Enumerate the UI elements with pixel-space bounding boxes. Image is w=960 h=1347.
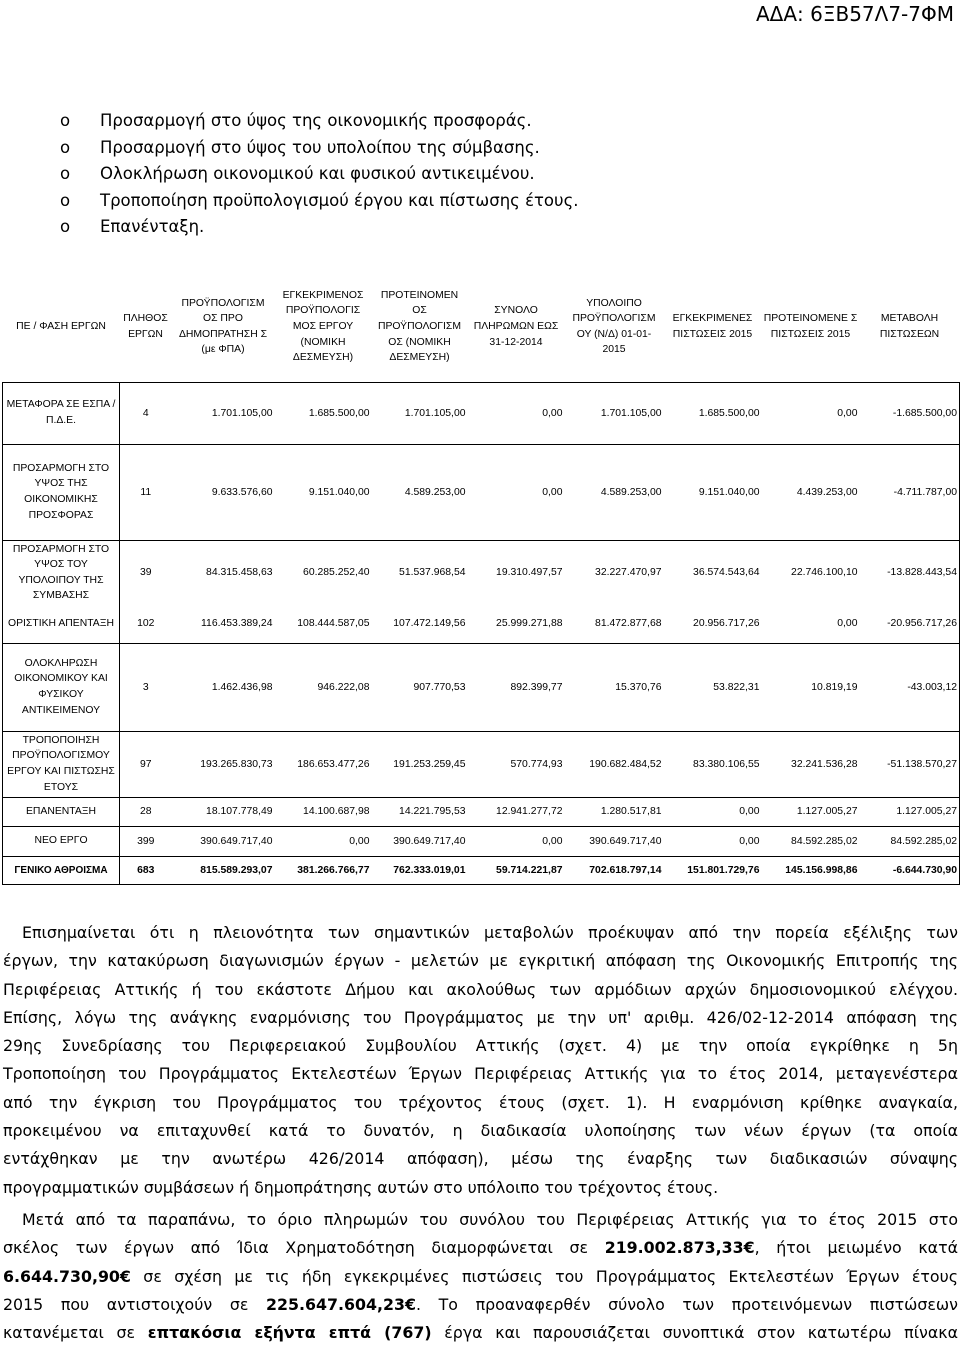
credits-table — [2, 272, 960, 885]
bullet-marker: o — [60, 111, 71, 130]
amount-cell: 32.227.470,97 — [565, 540, 664, 605]
column-header: ΣΥΝΟΛΟ ΠΛΗΡΩΜΩΝ ΕΩΣ 31-12-2014 — [473, 305, 559, 348]
amount-cell: 14.221.795,53 — [372, 797, 468, 826]
amount-cell: 1.685.500,00 — [275, 382, 372, 444]
column-header: ΠΕ / ΦΑΣΗ ΕΡΓΩΝ — [16, 320, 106, 332]
table-row — [3, 643, 960, 731]
amount-cell: 815.589.293,07 — [172, 856, 275, 884]
amount-cell: -13.828.443,54 — [860, 540, 960, 605]
amount-cell: 193.265.830,73 — [172, 731, 275, 797]
amount-cell: 9.151.040,00 — [664, 444, 762, 540]
column-header: ΜΕΤΑΒΟΛΗ ΠΙΣΤΩΣΕΩΝ — [879, 313, 940, 340]
row-label: ΕΠΑΝΕΝΤΑΞΗ — [3, 797, 120, 826]
amount-cell: 907.770,53 — [372, 643, 468, 731]
paragraph-changes: Επισημαίνεται ότι η πλειονότητα των σημαντικών μεταβολών προέκυψαν από την πορεία εξέλιξης των έργων, την κατακύρωση διαγωνισμών έργων - μελετών με εγκριτική απόφαση της Οικονομικής Επιτροπής της Περιφέρειας Αττικής ή του εκάστοτε Δήμου και ακολούθως των αρμόδιων αρχών δημοσιονομικού ελέγχου. Επίσης, λόγω της ανάγκης εναρμόνισης του Προγράμματος με την υπ' αριθμ. 426/02-12-2014 απόφαση της 29ης Συνεδρίασης του Περιφερειακού Συμβουλίου Αττικής (σχετ. 4) με την οποία εγκρίθηκε η 5η Τροποποίηση του Προγράμματος Εκτελεστέων Έργων Περιφέρειας Αττικής για το έτος 2014, μεταγενέστερα από την έγκριση του Προγράμματος του τρέχοντος έτους (σχετ. 1). Η εναρμόνιση κρίθηκε αναγκαία, προκειμένου να επιταχυνθεί κατά το δυνατόν, η διαδικασία υλοποίησης των νέων έργων (τα οποία εντάχθηκαν με την ανωτέρω 426/2014 απόφαση), μέσω της έναρξης των διαδικασιών σύναψης προγραμματικών συμβάσεων ή δημοπράτησης αυτών στο υπόλοιπο του τρέχοντος έτους. — [3, 923, 958, 1197]
list-item: o Προσαρμογή στο ύψος της οικονομικής προσφοράς. — [60, 108, 579, 135]
amount-cell: 0,00 — [275, 826, 372, 856]
amount-cell: 390.649.717,40 — [372, 826, 468, 856]
amount-cell: 570.774,93 — [468, 731, 565, 797]
amount-cell: 84.592.285,02 — [860, 826, 960, 856]
bullet-marker: o — [60, 217, 71, 236]
project-count: επτακόσια εξήντα επτά (767) — [147, 1323, 432, 1343]
amount-cell: 10.819,19 — [762, 643, 860, 731]
amount-cell: 186.653.477,26 — [275, 731, 372, 797]
amount-cell: 1.701.105,00 — [565, 382, 664, 444]
amount-cell: 0,00 — [837, 618, 858, 630]
column-header: ΠΛΗΘΟΣ ΕΡΓΩΝ — [123, 313, 168, 340]
amount-cell: 1.685.500,00 — [664, 382, 762, 444]
list-item: o Προσαρμογή στο ύψος του υπολοίπου της σύμβασης. — [60, 135, 579, 162]
row-label: ΝΕΟ ΕΡΓΟ — [3, 826, 120, 856]
row-label: ΟΡΙΣΤΙΚΗ ΑΠΕΝΤΑΞΗ — [3, 605, 120, 643]
amount-cell: -6.644.730,90 — [860, 856, 960, 884]
amount-cell: 1.462.436,98 — [172, 643, 275, 731]
project-count-cell: 683 — [120, 856, 172, 884]
amount-cell: 0,00 — [762, 382, 860, 444]
column-header: ΠΡΟΫΠΟΛΟΓΙΣΜ ΟΣ ΠΡΟ ΔΗΜΟΠΡΑΤΗΣΗ Σ (με ΦΠΑ) — [178, 297, 268, 356]
amount-cell: 892.399,77 — [468, 643, 565, 731]
amount-cell: 762.333.019,01 — [372, 856, 468, 884]
amount-cell: 22.746.100,10 — [762, 540, 860, 605]
column-header: ΠΡΟΤΕΙΝΟΜΕΝΕ Σ ΠΙΣΤΩΣΕΙΣ 2015 — [763, 313, 858, 340]
row-label: ΤΡΟΠΟΠΟΙΗΣΗ ΠΡΟΫΠΟΛΟΓΙΣΜΟΥ ΕΡΓΟΥ ΚΑΙ ΠΙΣΤΩΣΗΣ ΕΤΟΥΣ — [3, 731, 120, 797]
bullet-list — [60, 108, 579, 241]
table-row — [3, 797, 960, 826]
project-count-cell: 399 — [120, 826, 172, 856]
amount-cell: 0,00 — [468, 444, 565, 540]
project-count-cell: 39 — [120, 540, 172, 605]
column-header: ΕΓΚΕΚΡΙΜΕΝΟΣ ΠΡΟΫΠΟΛΟΓΙΣ ΜΟΣ ΕΡΓΟΥ (ΝΟΜΙΚΗ ΔΕΣΜΕΥΣΗ) — [282, 289, 364, 364]
paragraph-payment-limit: Μετά από τα παραπάνω, το όριο πληρωμών του συνόλου του Περιφέρειας Αττικής για το έτος 2015 στο σκέλος των έργων από Ίδια Χρηματοδότηση διαμορφώνεται σε 219.002.873,33€, ήτοι μειωμένο κατά 6.644.730,90€ σε σχέση με τις ήδη εγκεκριμένες πιστώσεις του Προγράμματος Εκτελεστέων Έργων έτους 2015 που αντιστοιχούν σε 225.647.604,23€. Το προαναφερθέν σύνολο των προτεινόμενων πιστώσεων κατανέμεται σε επτακόσια εξήντα επτά (767) έργα και παρουσιάζεται συνοπτικά στον κατωτέρω πίνακα — [3, 1210, 958, 1343]
project-count-cell: 4 — [120, 382, 172, 444]
amount-cell: 19.310.497,57 — [468, 540, 565, 605]
amount-cell: 0,00 — [664, 797, 762, 826]
amount-cell: 25.999.271,88 — [496, 618, 563, 630]
amount-cell: 145.156.998,86 — [762, 856, 860, 884]
table-row — [3, 605, 960, 643]
row-label: ΠΡΟΣΑΡΜΟΓΗ ΣΤΟ ΥΨΟΣ ΤΗΣ ΟΙΚΟΝΟΜΙΚΗΣ ΠΡΟΣΦΟΡΑΣ — [3, 444, 120, 540]
amount-cell: 1.127.005,27 — [762, 797, 860, 826]
list-item: o Ολοκλήρωση οικονομικού και φυσικού αντικειμένου. — [60, 161, 579, 188]
project-count-cell: 11 — [120, 444, 172, 540]
amount-cell: -4.711.787,00 — [860, 444, 960, 540]
row-label: ΜΕΤΑΦΟΡΑ ΣΕ ΕΣΠΑ / Π.Δ.Ε. — [3, 382, 120, 444]
amount-cell: 381.266.766,77 — [275, 856, 372, 884]
table-total-row — [3, 856, 960, 884]
amount-cell: 151.801.729,76 — [664, 856, 762, 884]
amount-cell: 946.222,08 — [275, 643, 372, 731]
project-count-cell: 97 — [120, 731, 172, 797]
amount-cell: 390.649.717,40 — [172, 826, 275, 856]
amount-cell: 83.380.106,55 — [664, 731, 762, 797]
amount-cell: 0,00 — [468, 826, 565, 856]
row-label: ΓΕΝΙΚΟ ΑΘΡΟΙΣΜΑ — [3, 856, 120, 884]
table-row — [3, 382, 960, 444]
amount-cell: 60.285.252,40 — [275, 540, 372, 605]
amount-cell: 390.649.717,40 — [565, 826, 664, 856]
amount-cell: 15.370,76 — [565, 643, 664, 731]
table-row — [3, 444, 960, 540]
ada-code: ΑΔΑ: 6ΞΒ57Λ7-7ΦΜ — [755, 2, 954, 26]
amount-cell: 4.439.253,00 — [762, 444, 860, 540]
amount-cell: 14.100.687,98 — [275, 797, 372, 826]
amount-cell: 1.701.105,00 — [372, 382, 468, 444]
amount-cell: 9.151.040,00 — [275, 444, 372, 540]
row-label: ΟΛΟΚΛΗΡΩΣΗ ΟΙΚΟΝΟΜΙΚΟΥ ΚΑΙ ΦΥΣΙΚΟΥ ΑΝΤΙΚΕΙΜΕΝΟΥ — [3, 643, 120, 731]
table-row — [3, 540, 960, 605]
amount-cell: 20.956.717,26 — [693, 618, 760, 630]
amount-cell: 9.633.576,60 — [172, 444, 275, 540]
amount-cell: 84.592.285,02 — [762, 826, 860, 856]
amount-cell: 1.701.105,00 — [172, 382, 275, 444]
amount-cell: 107.472.149,56 — [393, 618, 466, 630]
amount-cell: 4.589.253,00 — [565, 444, 664, 540]
amount-cell: 702.618.797,14 — [565, 856, 664, 884]
amount-cell: 116.453.389,24 — [201, 618, 273, 630]
column-header: ΠΡΟΤΕΙΝΟΜΕΝ ΟΣ ΠΡΟΫΠΟΛΟΓΙΣΜ ΟΣ (ΝΟΜΙΚΗ ΔΕΣΜΕΥΣΗ) — [377, 289, 461, 364]
payment-limit-amount: 219.002.873,33€ — [604, 1238, 755, 1258]
project-count-cell: 3 — [120, 643, 172, 731]
amount-cell: 1.280.517,81 — [565, 797, 664, 826]
amount-cell: -20.956.717,26 — [860, 605, 960, 643]
column-header: ΕΓΚΕΚΡΙΜΕΝΕΣ ΠΙΣΤΩΣΕΙΣ 2015 — [672, 313, 753, 340]
amount-cell: -1.685.500,00 — [860, 382, 960, 444]
column-header: ΥΠΟΛΟΙΠΟ ΠΡΟΫΠΟΛΟΓΙΣΜ ΟΥ (Ν/Δ) 01-01-2015 — [572, 297, 656, 356]
amount-cell: 18.107.778,49 — [172, 797, 275, 826]
amount-cell: 12.941.277,72 — [468, 797, 565, 826]
list-item: o Τροποποίηση προϋπολογισμού έργου και πίστωσης έτους. — [60, 188, 579, 215]
row-label: ΠΡΟΣΑΡΜΟΓΗ ΣΤΟ ΥΨΟΣ ΤΟΥ ΥΠΟΛΟΙΠΟΥ ΤΗΣ ΣΥΜΒΑΣΗΣ — [3, 540, 120, 605]
reduction-amount: 6.644.730,90€ — [3, 1266, 131, 1286]
amount-cell: 36.574.543,64 — [664, 540, 762, 605]
table-row — [3, 731, 960, 797]
amount-cell: -51.138.570,27 — [860, 731, 960, 797]
amount-cell: -43.003,12 — [860, 643, 960, 731]
amount-cell: 84.315.458,63 — [172, 540, 275, 605]
project-count-cell: 28 — [120, 797, 172, 826]
amount-cell: 32.241.536,28 — [762, 731, 860, 797]
approved-credits-amount: 225.647.604,23€ — [266, 1294, 416, 1314]
amount-cell: 190.682.484,52 — [565, 731, 664, 797]
amount-cell: 0,00 — [664, 826, 762, 856]
bullet-marker: o — [60, 164, 71, 183]
project-count-cell: 102 — [137, 618, 155, 630]
amount-cell: 191.253.259,45 — [372, 731, 468, 797]
amount-cell: 1.127.005,27 — [860, 797, 960, 826]
bullet-marker: o — [60, 137, 71, 157]
table-row — [3, 826, 960, 856]
amount-cell: 81.472.877,68 — [595, 618, 662, 630]
bullet-marker: o — [60, 190, 71, 210]
amount-cell: 53.822,31 — [664, 643, 762, 731]
list-item: o Επανένταξη. — [60, 214, 579, 241]
amount-cell: 0,00 — [468, 382, 565, 444]
amount-cell: 4.589.253,00 — [372, 444, 468, 540]
amount-cell: 59.714.221,87 — [468, 856, 565, 884]
amount-cell: 51.537.968,54 — [372, 540, 468, 605]
amount-cell: 108.444.587,05 — [297, 618, 370, 630]
table-header-row — [3, 272, 960, 382]
